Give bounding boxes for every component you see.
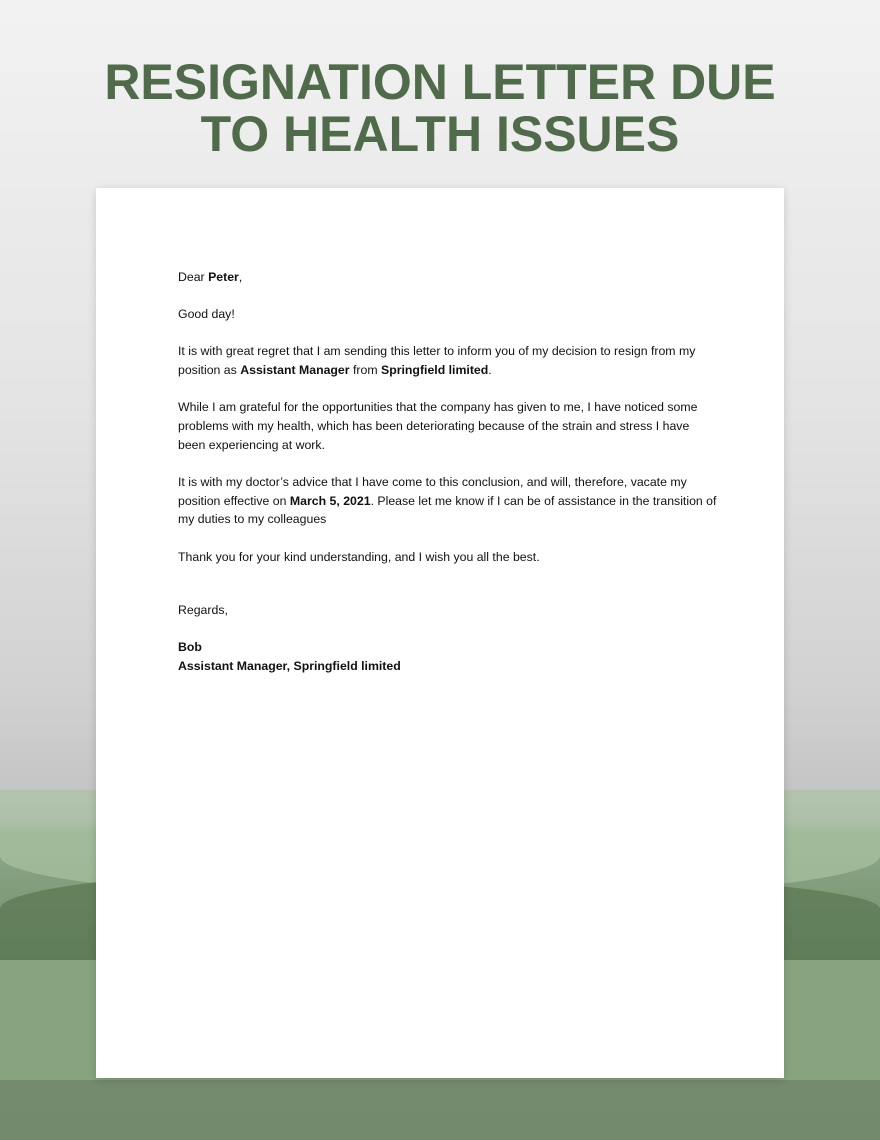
greeting-text: Dear [178, 270, 209, 284]
page-title [0, 56, 880, 160]
signer-name: Bob [178, 639, 202, 654]
closing: Regards, [178, 602, 228, 617]
text: It is with my doctor’s advice that I have come to this conclusion, and will, therefore, vacate my position effective on [178, 474, 687, 508]
background-wave [0, 1080, 880, 1140]
letter-page [96, 188, 784, 1078]
role: Assistant Manager [240, 363, 350, 378]
text: It is with great regret that I am sending this letter to inform you of my decision to resign from my position as [178, 344, 696, 378]
opening: Good day! [178, 307, 235, 322]
effective-date: March 5, 2021 [289, 493, 371, 508]
greeting [178, 268, 718, 287]
company: Springfield limited [381, 363, 489, 378]
text: . Please let me know if I can be of assistance in the transition of my duties to my colleagues [178, 493, 717, 527]
paragraph-1 [178, 342, 718, 379]
greeting-punct: , [238, 270, 243, 284]
text: . [488, 363, 492, 378]
paragraph-3 [178, 473, 718, 529]
text: from [349, 363, 381, 378]
signer-title: Assistant Manager, Springfield limited [178, 658, 401, 673]
signature-block [178, 638, 718, 675]
letter-body [178, 268, 718, 675]
recipient-name: Peter [208, 270, 239, 284]
title-line-1: RESIGNATION LETTER DUE [104, 54, 776, 110]
title-line-2: TO HEALTH ISSUES [200, 106, 680, 162]
paragraph-4: Thank you for your kind understanding, and I wish you all the best. [178, 549, 540, 564]
paragraph-2: While I am grateful for the opportunities that the company has given to me, I have noticed some problems with my health, which has been deteriorating because of the strain and stress I have been experiencing at work. [178, 400, 698, 452]
